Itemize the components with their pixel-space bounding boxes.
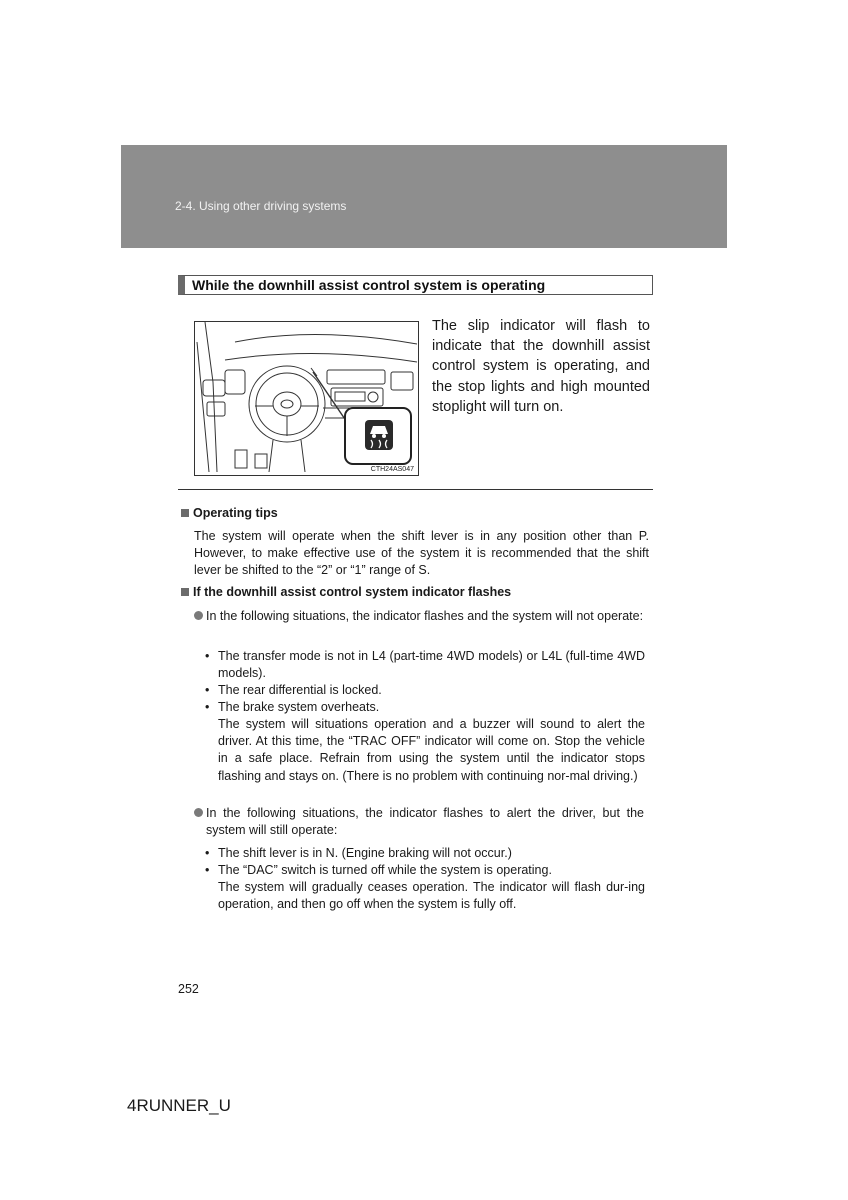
group1-bullet-1: The transfer mode is not in L4 (part-time 4WD models) or L4L (full-time 4WD models). bbox=[218, 649, 645, 681]
group1-bullet-2: The rear differential is locked. bbox=[218, 683, 382, 697]
circle-bullet-icon bbox=[194, 611, 203, 620]
list-item: • The brake system overheats. bbox=[205, 699, 645, 716]
square-bullet-icon bbox=[181, 588, 189, 596]
group2-bullet-1: The shift lever is in N. (Engine braking will not occur.) bbox=[218, 846, 512, 860]
indicator-flashes-heading bbox=[181, 585, 511, 599]
operating-tips-heading bbox=[181, 506, 278, 520]
list-item: • The “DAC” switch is turned off while the system is operating. bbox=[205, 862, 645, 879]
section-title-box bbox=[178, 275, 653, 295]
group1-note: The system will situations operation and a buzzer will sound to alert the driver. At this time, the “TRAC OFF” indicator will come on. Stop the vehicle in a safe place. Refrain from using the system until the indicator stops flashing and stays on. (There is no problem with continuing nor-mal driving.) bbox=[218, 717, 645, 783]
group2-lead: In the following situations, the indicator flashes to alert the driver, but the system will still operate: bbox=[206, 806, 644, 838]
list-item bbox=[205, 716, 645, 785]
list-item bbox=[194, 805, 644, 839]
group2-bullet-2: The “DAC” switch is turned off while the system is operating. bbox=[218, 863, 552, 877]
group2-note: The system will gradually ceases operation. The indicator will flash dur-ing operation, and then go off when the system is fully off. bbox=[218, 880, 645, 912]
list-item: • The transfer mode is not in L4 (part-time 4WD models) or L4L (full-time 4WD models). bbox=[205, 648, 645, 682]
square-bullet-icon bbox=[181, 509, 189, 517]
indicator-flashes-heading-text: If the downhill assist control system indicator flashes bbox=[193, 585, 512, 599]
breadcrumb: 2-4. Using other driving systems bbox=[175, 199, 347, 213]
operating-tips-heading-text: Operating tips bbox=[193, 506, 278, 520]
list-item bbox=[205, 879, 645, 913]
group1-bullet-3: The brake system overheats. bbox=[218, 700, 380, 714]
chapter-header-band bbox=[121, 145, 727, 248]
section-divider bbox=[178, 489, 653, 490]
figure-code: CTH24AS047 bbox=[370, 466, 414, 473]
slip-indicator-icon bbox=[365, 420, 393, 450]
list-item bbox=[194, 608, 644, 625]
group1-lead: In the following situations, the indicator flashes and the system will not operate: bbox=[206, 609, 644, 623]
dashboard-illustration bbox=[194, 321, 419, 476]
dashboard-drawing bbox=[195, 322, 419, 476]
page-number: 252 bbox=[178, 982, 199, 996]
section-title: While the downhill assist control system is operating bbox=[192, 277, 546, 293]
intro-text: The slip indicator will flash to indicate that the downhill assist control system is operating, and the stop lights and high mounted stoplight will turn on. bbox=[432, 318, 650, 415]
circle-bullet-icon bbox=[194, 808, 203, 817]
footer-model-code: 4RUNNER_U bbox=[127, 1096, 231, 1115]
list-item: • The rear differential is locked. bbox=[205, 682, 645, 699]
operating-tips-body: The system will operate when the shift lever is in any position other than P. However, to make effective use of the system it is recommended that the shift lever be shifted to the “2” or “1” range of S. bbox=[194, 529, 649, 578]
list-item: • The shift lever is in N. (Engine braking will not occur.) bbox=[205, 845, 645, 862]
